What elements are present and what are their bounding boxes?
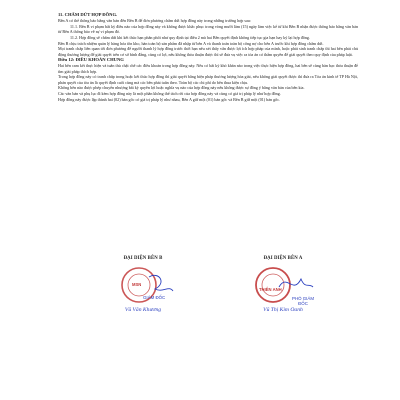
party-a-position: PHÓ GIÁM ĐỐC [292,296,314,306]
section-11-line: 11.2. Hợp đồng sẽ chấm dứt khi kết thúc hạn phân phối như quy định tại điều 2 mà hai Bên quyết định không tiếp tục gia hạn hay ký lại hợp đồng. [70,34,310,40]
party-b-position: GIÁM ĐỐC [143,295,166,300]
section-12-line: Hai bên cam kết thực hiện và tuân thủ chặt chẽ các điều khoản trong hợp đồng này. Nếu có bất kỳ khó khăn nào trong việc thực hiện hợp đồng, hai bên sẽ cùng bàn bạc thỏa thuận để tìm giải pháp thích hợp. [58,63,358,74]
party-a-title: ĐẠI DIỆN BÊN A [263,256,303,261]
section-11-line: Mọi tranh chấp liên quan tới đơn phương để người thanh lý hợp đồng trước thời hạn nếu xét thấy vấn được lợi ích hợp pháp của mình, hoặc phát sinh tranh chấp thì hai bên phải chủ động thương lượng để giải quyết trên cơ sở bình đẳng, cùng có lợi, nếu không thỏa thuận được thì sẽ đưa vụ việc ra tòa án có thẩm quyền để giải quyết theo quy định của pháp luật. [58,46,358,57]
section-12-line: Trong hợp đồng này có tranh chấp trong hoặc kết thúc hợp đồng thì giải quyết bằng biện pháp thương lượng hòa giải, nếu không giải quyết được thì đưa ra Tòa án kinh tế TP Hà Nội, phán quyết của tòa án là quyết định cuối cùng mà các bên phải tuân theo. Toàn bộ các chi phí do bên thua kiện chịu. [58,74,358,85]
section-11-line: Bên B chịu trách nhiệm quản lý hàng hóa tồn kho, hàn toàn bộ sản phẩm đã nhập từ bên A và thanh toán toàn bộ công nợ cho bên A trước khi hợp đồng chấm dứt. [58,40,324,46]
party-b-signature-block [78,256,208,313]
section-12-line: Các văn bản và phụ lục đi kèm hợp đồng này là một phần không thể tách rời của hợp đồng này và cùng có giá trị pháp lý như hợp đồng. [58,91,281,97]
party-b-name: Vũ Văn Khương [124,307,162,313]
section-11-line: Bên A có thể thông báo bằng văn bản đến Bên B để đơn phương chấm dứt hợp đồng này trong những trường hợp sau: [58,18,251,23]
party-a-stamp [249,265,317,305]
contract-body [58,12,358,103]
section-11-line: 11.1. Bên B vi phạm bất kỳ điều nào của hợp đồng này và không được khắc phục trong vòng mười lăm (15) ngày làm việc kể từ khi Bên B nhận được thông báo bằng văn bản từ Bên A thông báo về sự vi phạm đó. [58,23,358,34]
section-12-line: Hợp đồng này được lập thành hai (02) bản gốc có giá trị pháp lý như nhau, Bên A giữ một (01) bản gốc và Bên B giữ một (01) bản gốc. [58,96,281,102]
party-a-name: Vũ Thị Kim Oanh [263,307,303,313]
party-b-stamp [109,265,177,305]
section-11-heading: 11. CHẤM DỨT HỢP ĐỒNG. [58,12,118,17]
party-b-stamp-text: MSN [132,282,142,287]
party-b-title: ĐẠI DIỆN BÊN B [123,256,163,261]
section-12-line: Không bên nào được phép chuyển nhượng bất kỳ quyền lợi hoặc nghĩa vụ nào của hợp đồng này nếu không được sự đồng ý bằng văn bản của bên kia. [58,85,305,91]
party-a-signature-block [218,256,348,313]
section-12-heading: Điều 12: ĐIỀU KHOẢN CHUNG [58,57,124,63]
party-a-stamp-text: THIÊN ANH [259,287,282,292]
